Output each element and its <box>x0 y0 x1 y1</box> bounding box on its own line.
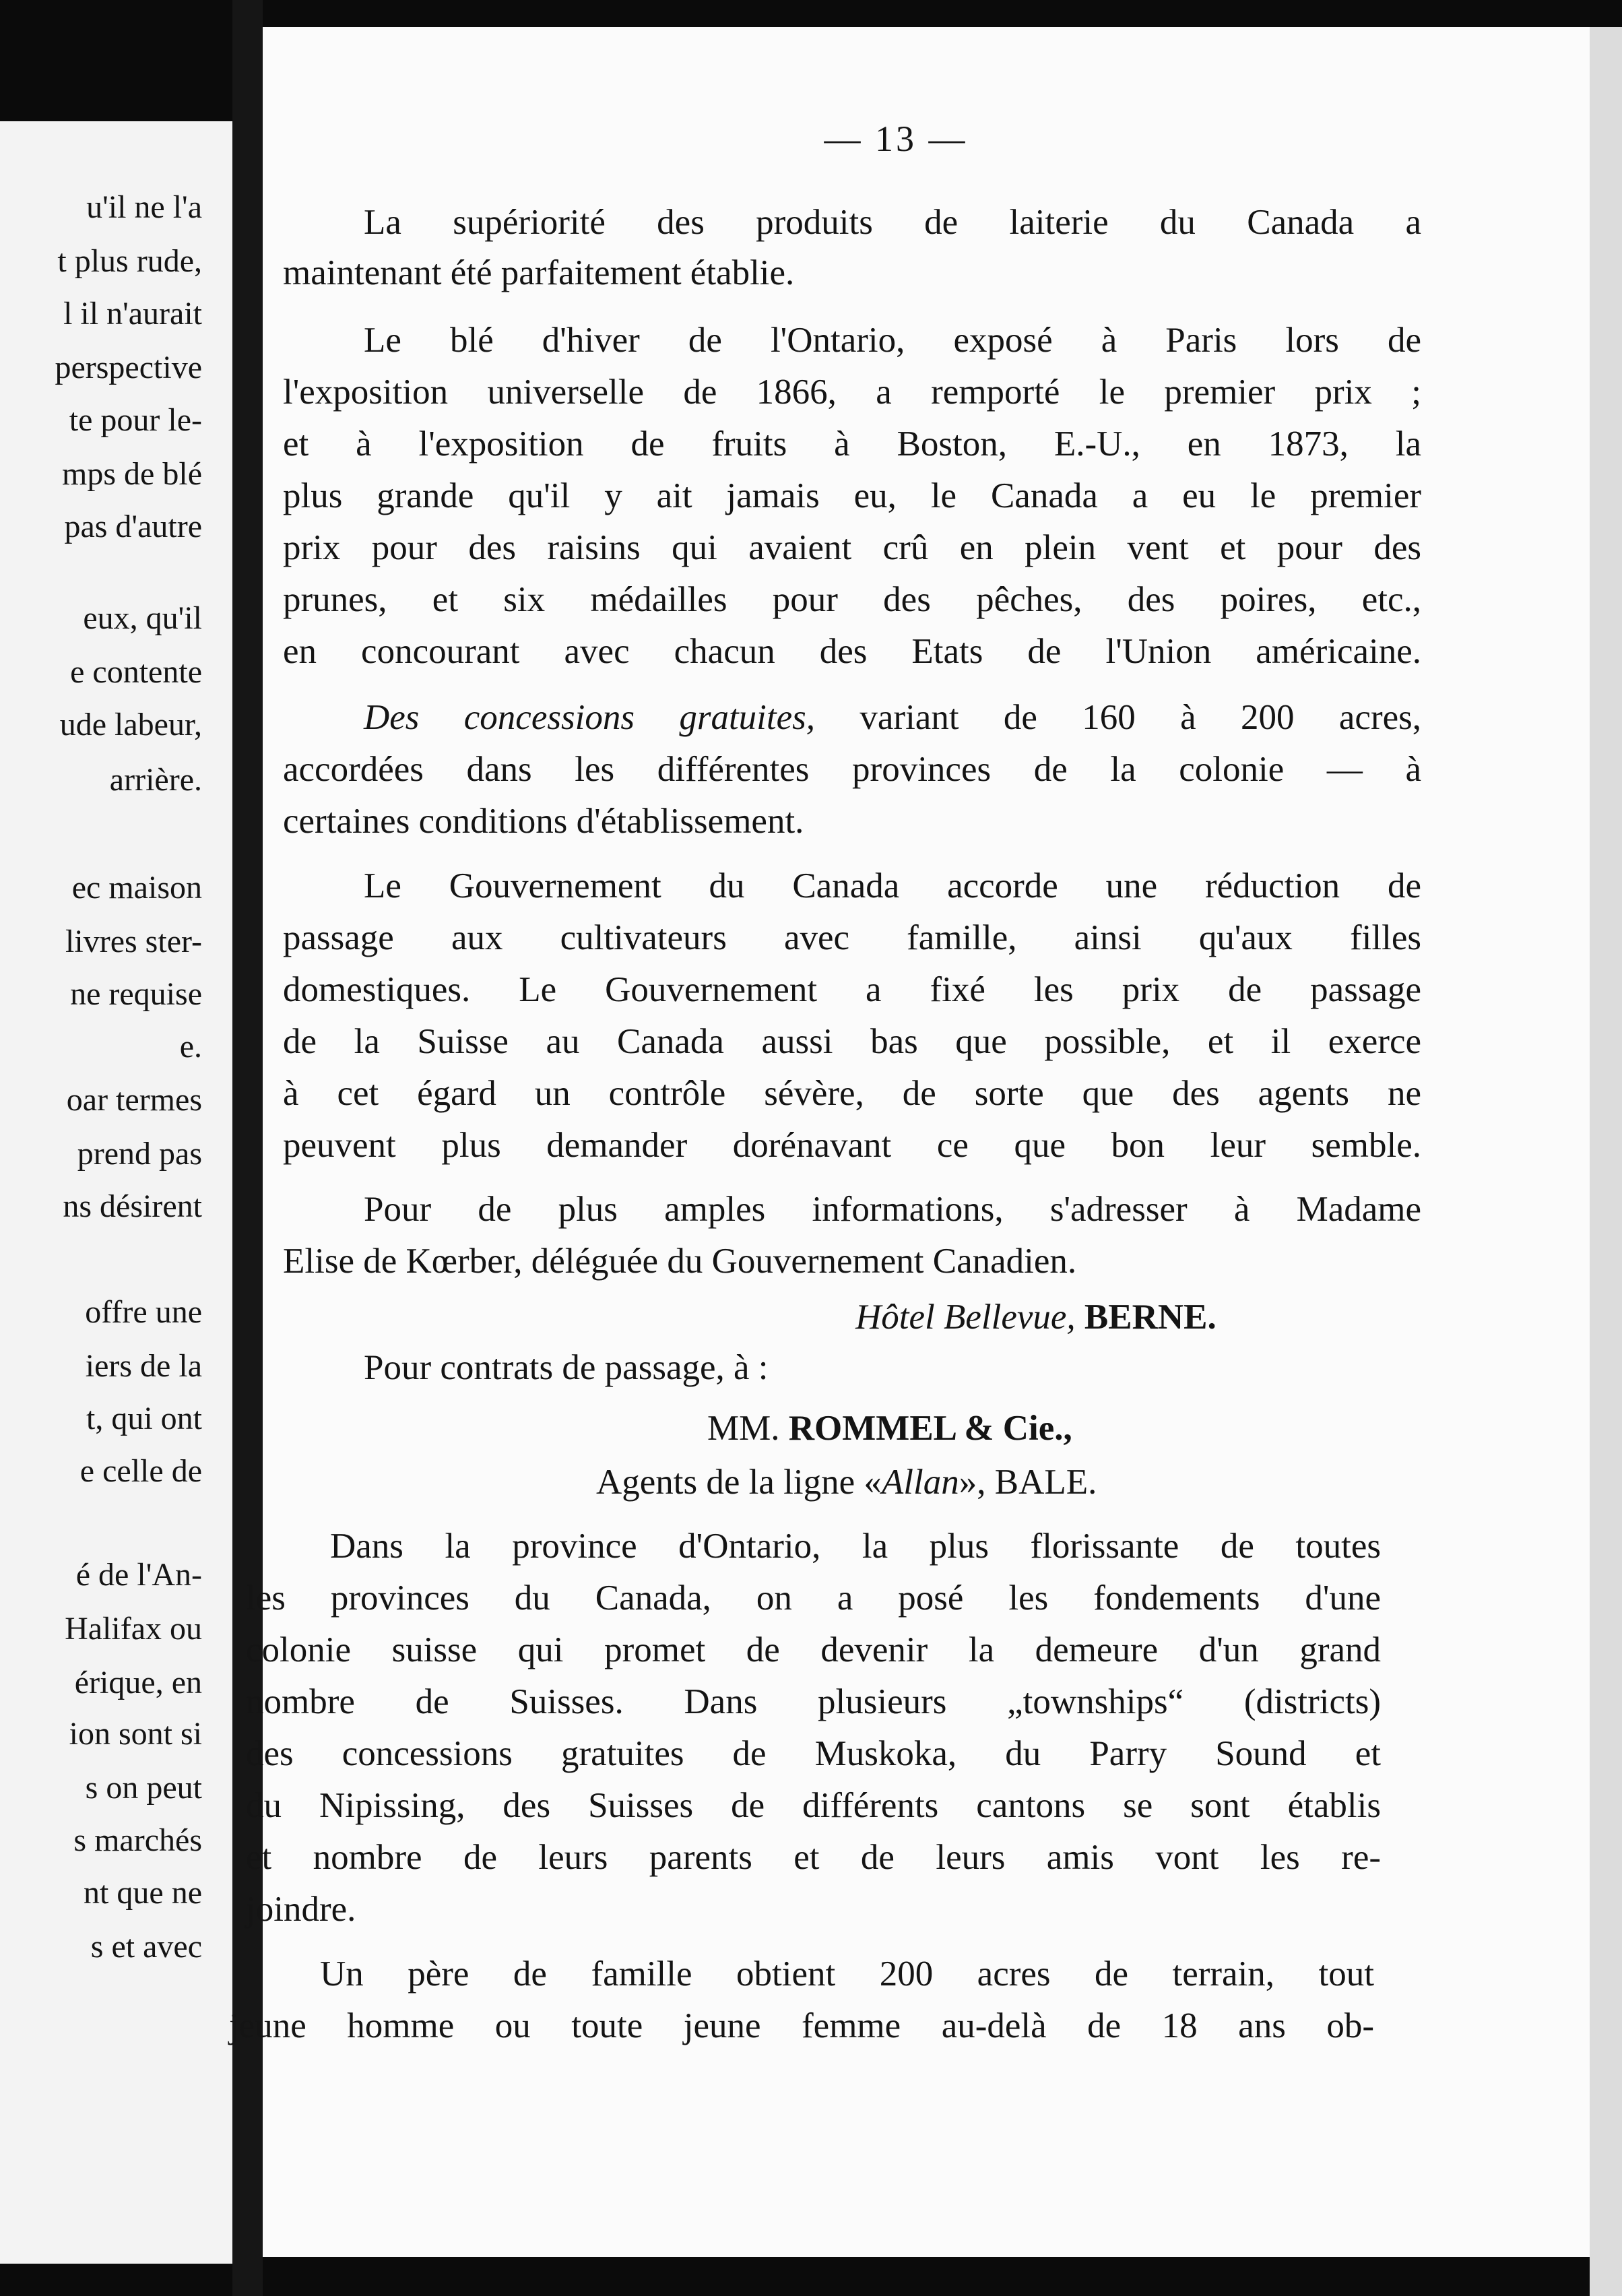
left-page-text-fragment: perspective <box>55 350 202 385</box>
text-line: domestiques. Le Gouvernement a fixé les prix de passage <box>283 970 1421 1009</box>
text-line: des concessions gratuites de Muskoka, du Parry Sound et <box>246 1734 1381 1773</box>
text-line: plus grande qu'il y ait jamais eu, le Canada a eu le premier <box>283 476 1421 515</box>
left-page-text-fragment: offre une <box>85 1294 202 1330</box>
text-line: prix pour des raisins qui avaient crû en plein vent et pour des <box>283 528 1421 567</box>
agent-prefix: MM. <box>707 1409 780 1448</box>
italic-phrase: Des concessions gratuites, <box>364 698 816 737</box>
text-line: certaines conditions d'établissement. <box>283 802 804 841</box>
left-page-text-fragment: iers de la <box>85 1348 202 1384</box>
text-line: et à l'exposition de fruits à Boston, E.-U., en 1873, la <box>283 424 1421 464</box>
text-line: Dans la province d'Ontario, la plus florissante de toutes <box>330 1527 1381 1566</box>
text-line <box>364 697 1421 738</box>
agent-name-line <box>707 1408 1246 1448</box>
city-name: BERNE. <box>1084 1298 1216 1337</box>
text-line: en concourant avec chacun des Etats de l'Union américaine. <box>283 632 1421 671</box>
text-line: nombre de Suisses. Dans plusieurs „townships“ (districts) <box>246 1682 1381 1721</box>
text-line: de la Suisse au Canada aussi bas que possible, et il exerce <box>283 1022 1421 1061</box>
text-line: joindre. <box>246 1890 356 1929</box>
text-line: jeune homme ou toute jeune femme au-delà de 18 ans ob- <box>229 2006 1374 2045</box>
text-line: prunes, et six médailles pour des pêches, des poires, etc., <box>283 580 1421 619</box>
left-page-text-fragment: pas d'autre <box>64 509 202 544</box>
left-page-text-fragment: e. <box>179 1029 202 1064</box>
left-page-text-fragment: arrière. <box>109 762 202 798</box>
text-line: et nombre de leurs parents et de leurs amis vont les re- <box>246 1838 1381 1877</box>
text-line: accordées dans les différentes provinces de la colonie — à <box>283 750 1421 789</box>
left-page-text-fragment: s on peut <box>85 1770 202 1806</box>
text-line: Pour contrats de passage, à : <box>364 1348 769 1387</box>
address-line <box>855 1297 1260 1337</box>
text-line: maintenant été parfaitement établie. <box>283 253 795 292</box>
left-page-text-fragment: t, qui ont <box>86 1401 202 1436</box>
left-page-text-fragment: s marchés <box>73 1822 202 1858</box>
text-span: Agents de la ligne « <box>596 1463 882 1502</box>
left-page-text-fragment: ns désirent <box>63 1188 202 1224</box>
left-page-text-fragment: l il n'aurait <box>63 296 202 331</box>
text-line: passage aux cultivateurs avec famille, ainsi qu'aux filles <box>283 918 1421 957</box>
text-line: peuvent plus demander dorénavant ce que bon leur semble. <box>283 1126 1421 1165</box>
text-line: Le Gouvernement du Canada accorde une réduction de <box>364 866 1421 905</box>
text-line: Elise de Kœrber, déléguée du Gouvernement Canadien. <box>283 1242 1077 1281</box>
text-line: l'exposition universelle de 1866, a remporté le premier prix ; <box>283 373 1421 412</box>
left-page-text-fragment: eux, qu'il <box>83 600 202 636</box>
left-page-text-fragment: oar termes <box>66 1082 202 1118</box>
left-page-text-fragment: mps de blé <box>62 456 202 492</box>
left-page-text-fragment: ion sont si <box>69 1716 202 1752</box>
text-line: La supériorité des produits de laiterie du Canada a <box>364 203 1421 242</box>
page-number: — 13 — <box>824 119 968 159</box>
hotel-name: Hôtel Bellevue, <box>855 1298 1076 1337</box>
left-page-text-fragment: u'il ne l'a <box>86 189 202 225</box>
left-page-text-fragment: e contente <box>70 654 202 690</box>
left-page-text-fragment: nt que ne <box>84 1875 202 1911</box>
agent-name: ROMMEL & Cie., <box>788 1409 1072 1448</box>
text-span: », BALE. <box>959 1463 1097 1502</box>
agent-line <box>596 1462 1337 1502</box>
text-line: colonie suisse qui promet de devenir la demeure d'un grand <box>246 1630 1381 1669</box>
left-page-text-fragment: ec maison <box>71 870 202 905</box>
left-page-text-fragment: ude labeur, <box>59 707 202 742</box>
book-spine <box>232 0 263 2296</box>
left-page-text-fragment: livres ster- <box>65 924 202 959</box>
text-line: à cet égard un contrôle sévère, de sorte que des agents ne <box>283 1074 1421 1113</box>
text-line: Le blé d'hiver de l'Ontario, exposé à Paris lors de <box>364 321 1421 360</box>
text-span: variant de 160 à 200 acres, <box>815 698 1421 737</box>
text-line: Pour de plus amples informations, s'adresser à Madame <box>364 1190 1421 1229</box>
left-page-text-fragment: ne requise <box>70 976 202 1012</box>
text-line: Un père de famille obtient 200 acres de terrain, tout <box>320 1954 1374 1994</box>
shipping-line-name: Allan <box>881 1463 959 1502</box>
left-page-text-fragment: e celle de <box>79 1453 202 1489</box>
left-page-text-fragment: é de l'An- <box>75 1557 202 1593</box>
left-page-text-fragment: érique, en <box>74 1665 202 1700</box>
text-line: les provinces du Canada, on a posé les fondements d'une <box>246 1578 1381 1618</box>
left-page-text-fragment: prend pas <box>77 1136 202 1172</box>
left-page-text-fragment: Halifax ou <box>65 1611 202 1647</box>
left-page-text-fragment: s et avec <box>90 1929 202 1965</box>
left-page-text-fragment: t plus rude, <box>57 243 202 279</box>
text-line: du Nipissing, des Suisses de différents cantons se sont établis <box>246 1786 1381 1825</box>
left-page-fragment <box>0 121 232 2264</box>
page-edge <box>1590 27 1622 2296</box>
left-page-text-fragment: te pour le- <box>69 402 202 438</box>
